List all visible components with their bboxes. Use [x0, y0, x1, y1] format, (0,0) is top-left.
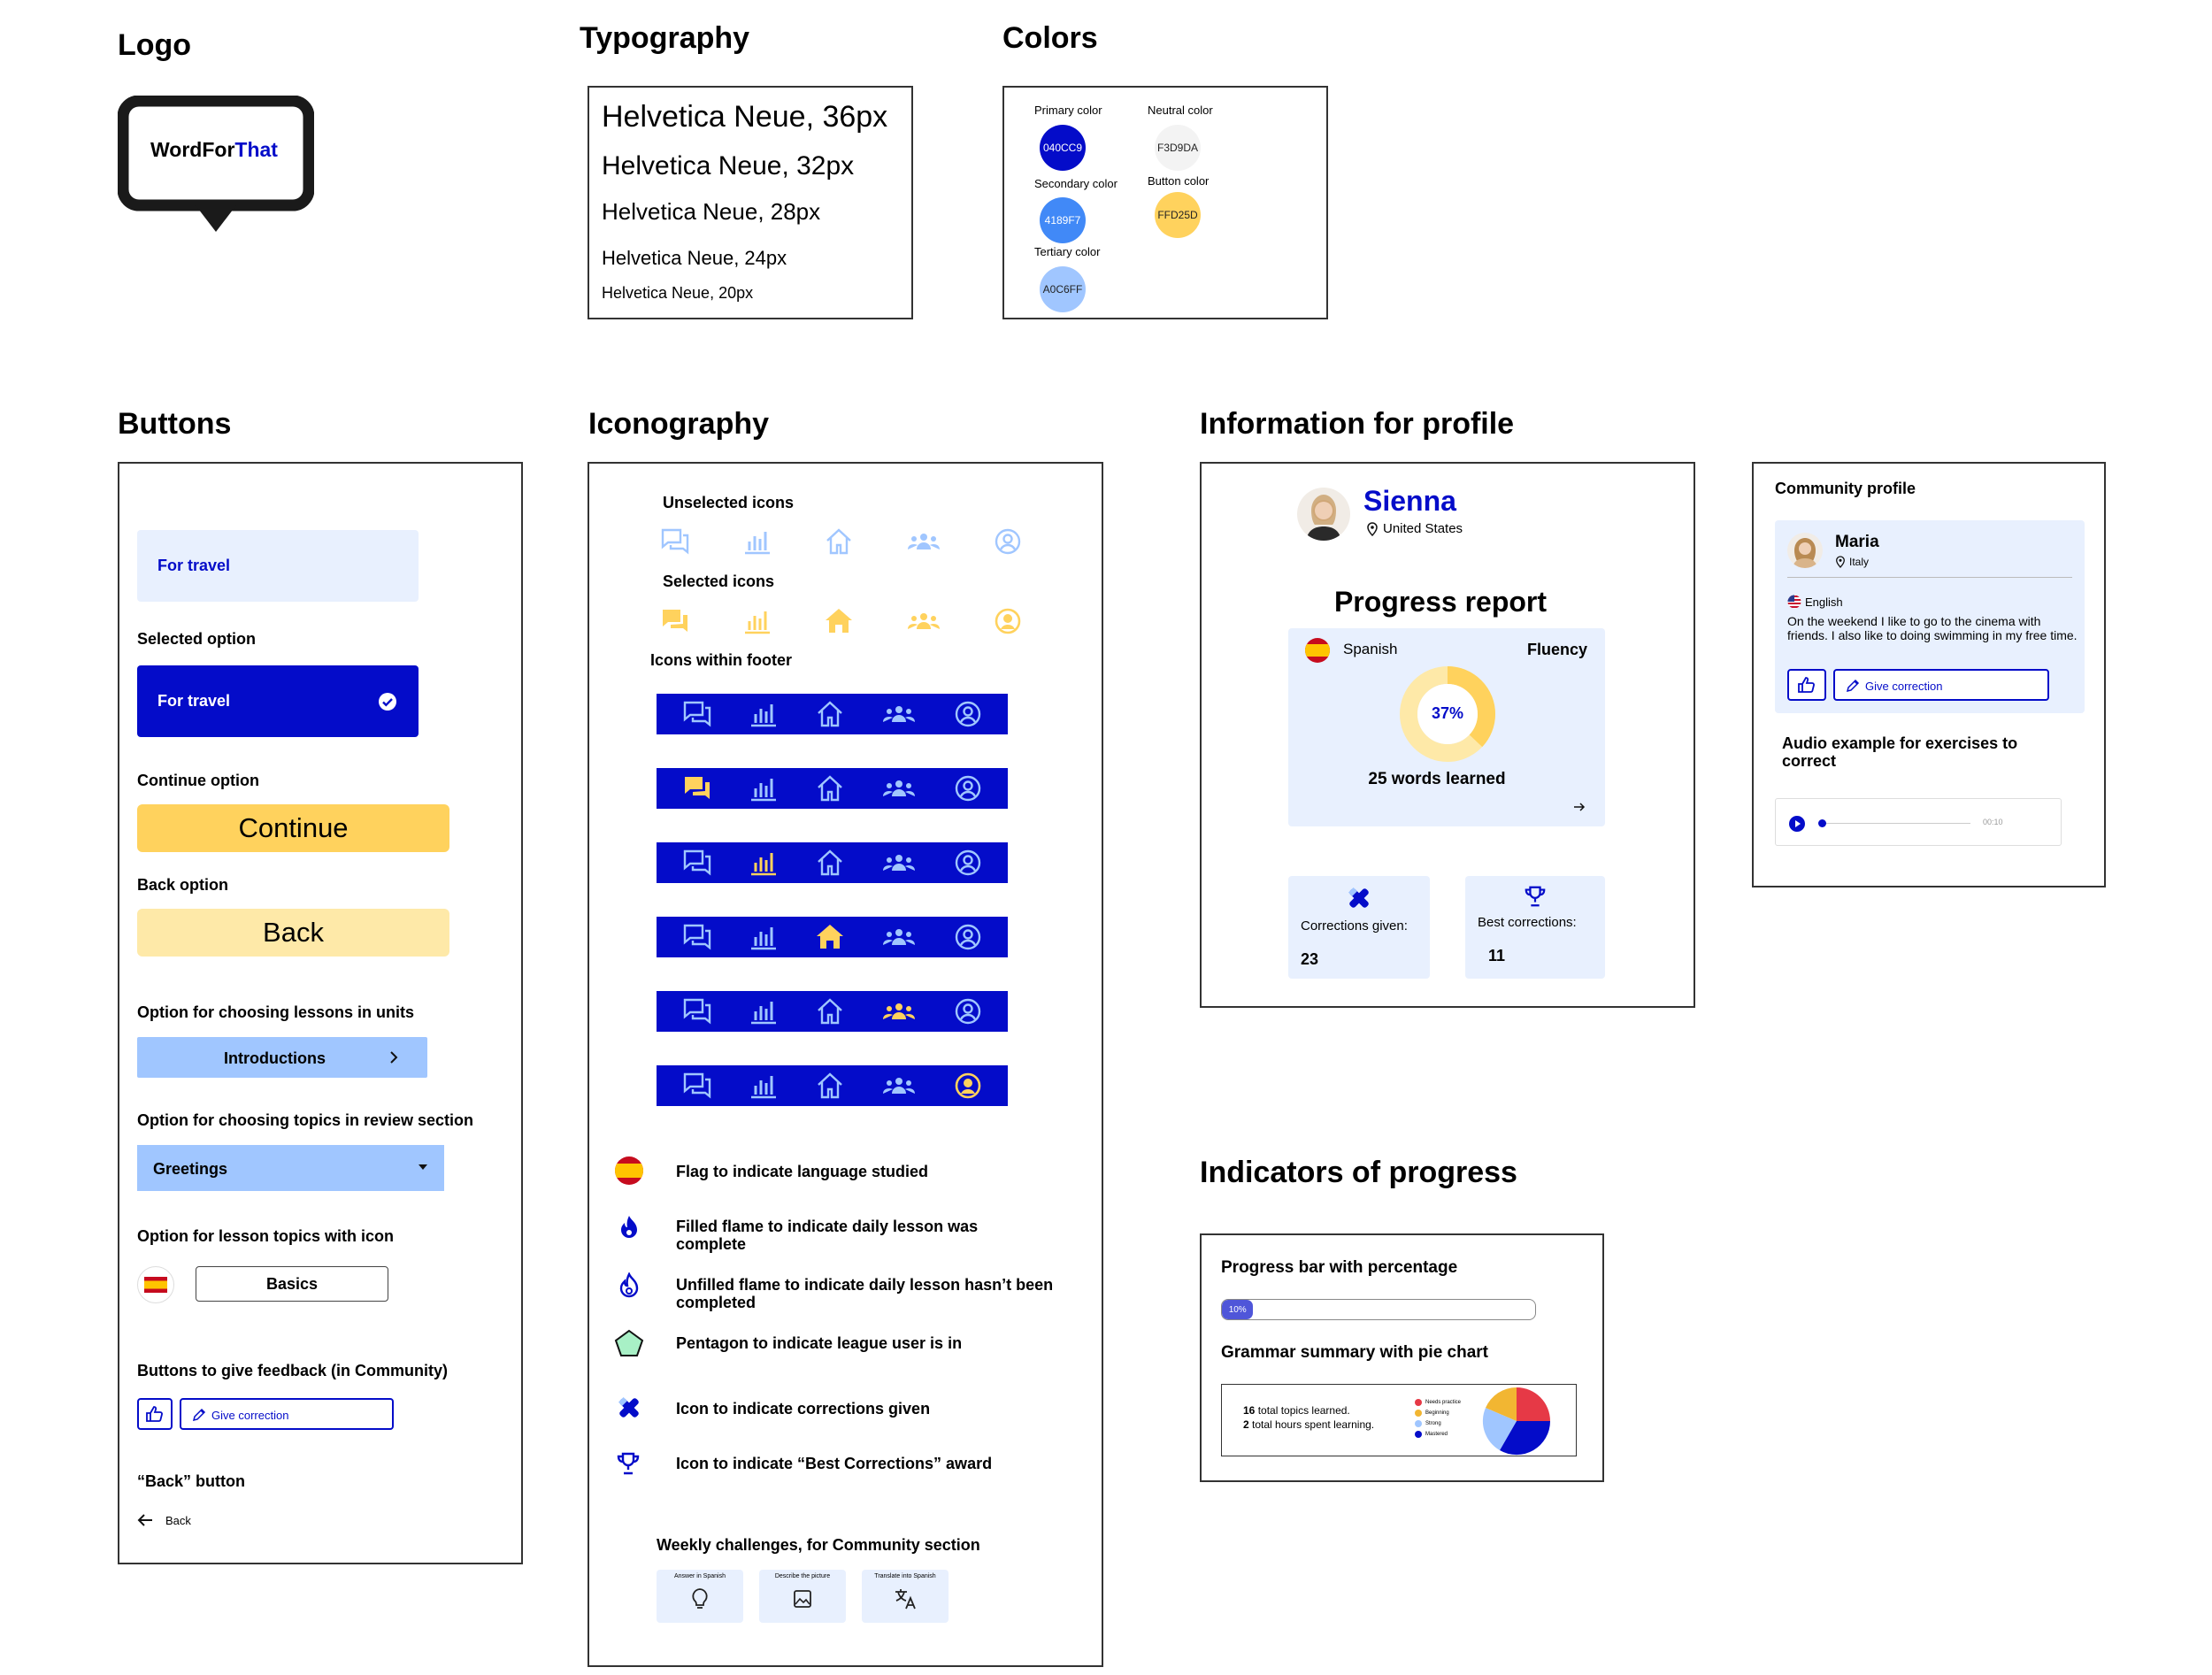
challenge-picture-card[interactable]: [759, 1570, 846, 1623]
basics-label: Basics: [265, 1274, 319, 1293]
profile-location: United States: [1383, 521, 1463, 536]
chart-icon[interactable]: [749, 700, 779, 728]
avatar: [1297, 488, 1350, 541]
progress-bar: [1221, 1299, 1536, 1320]
community-post-card: [1775, 520, 2085, 713]
hours-learned: 2 total hours spent learning.: [1243, 1418, 1375, 1431]
arrow-right-icon[interactable]: [1573, 802, 1586, 812]
best-corrections-value: 11: [1488, 947, 1506, 964]
translate-icon: [894, 1587, 918, 1610]
pie-slice-needs-practice: [1517, 1387, 1550, 1421]
community-icon[interactable]: [881, 849, 917, 877]
chat-icon: [660, 527, 690, 556]
play-icon[interactable]: [1788, 815, 1806, 833]
topics-learned: 16 total topics learned.: [1243, 1404, 1350, 1417]
selected-for-travel-button[interactable]: [137, 665, 419, 737]
type-sample-36: Helvetica Neue, 36px: [602, 100, 888, 134]
weekly-challenges-title: Weekly challenges, for Community section: [657, 1536, 980, 1554]
trophy-icon: [1524, 885, 1547, 908]
feedback-label: Buttons to give feedback (in Community): [137, 1362, 449, 1379]
profile-name: Sienna: [1363, 485, 1456, 517]
image-icon: [793, 1589, 812, 1609]
corrections-given-value: 23: [1301, 950, 1319, 968]
thumbs-up-icon: [1797, 676, 1816, 694]
community-panel: [1752, 462, 2106, 887]
buttons-panel: [118, 462, 523, 1564]
profile-icon[interactable]: [953, 923, 983, 951]
secondary-color-label: Secondary color: [1034, 177, 1118, 190]
neutral-color-label: Neutral color: [1148, 104, 1213, 117]
challenge-answer-label: Answer in Spanish: [674, 1573, 726, 1579]
arrow-left-icon: [137, 1513, 153, 1527]
challenge-translate-card[interactable]: [862, 1570, 949, 1623]
community-icon[interactable]: [881, 774, 917, 803]
lesson-icon-label: Option for lesson topics with icon: [137, 1227, 395, 1245]
neutral-color-swatch: F3D9DA: [1155, 125, 1201, 171]
filled-flame-icon: [618, 1214, 641, 1241]
chat-icon[interactable]: [682, 849, 712, 877]
chat-icon[interactable]: [682, 923, 712, 951]
introductions-button[interactable]: [137, 1037, 427, 1078]
primary-color-label: Primary color: [1034, 104, 1102, 117]
chart-icon[interactable]: [749, 997, 779, 1026]
chart-filled-icon[interactable]: [749, 849, 779, 877]
challenge-answer-card[interactable]: [657, 1570, 743, 1623]
progress-bar-fill: [1222, 1300, 1253, 1319]
tertiary-color-label: Tertiary color: [1034, 245, 1101, 258]
audio-player[interactable]: [1775, 798, 2062, 846]
progress-bar-title: Progress bar with percentage: [1221, 1258, 1458, 1277]
buttons-heading: Buttons: [118, 407, 232, 441]
like-button[interactable]: [137, 1398, 173, 1430]
footer-bar-chat-selected: [657, 768, 1008, 809]
thumbs-up-icon: [145, 1405, 165, 1423]
community-user-name: Maria: [1835, 533, 1879, 551]
best-corrections-card: [1465, 876, 1605, 979]
chat-filled-icon[interactable]: [682, 774, 712, 803]
footer-bar-default: [657, 694, 1008, 734]
community-title: Community profile: [1775, 480, 1916, 497]
profile-icon[interactable]: [953, 774, 983, 803]
back-button-text: Back: [263, 917, 324, 948]
unfilled-flame-icon: [618, 1272, 641, 1299]
audio-scrubber[interactable]: [1818, 819, 1826, 827]
pie-chart-title: Grammar summary with pie chart: [1221, 1343, 1488, 1362]
topics-option-label: Option for choosing topics in review section: [137, 1111, 474, 1129]
corrections-icon: [1346, 885, 1372, 911]
greetings-label: Greetings: [153, 1160, 228, 1178]
home-icon[interactable]: [815, 700, 845, 728]
community-avatar: [1787, 533, 1823, 568]
lightbulb-icon: [690, 1587, 710, 1610]
audio-time: 00:10: [1983, 818, 2003, 826]
audio-example-title: Audio example for exercises to correct: [1782, 734, 2018, 770]
iconography-heading: Iconography: [588, 407, 770, 441]
corrections-icon: [616, 1395, 642, 1421]
type-sample-24: Helvetica Neue, 24px: [602, 247, 787, 269]
give-correction-label: Give correction: [211, 1409, 289, 1422]
legend-unfilled-flame-text: Unfilled flame to indicate daily lesson hasn’t been completed: [676, 1276, 1054, 1311]
check-icon: [378, 692, 397, 711]
unselected-icons-row: [660, 527, 1023, 556]
logo-text: WordForThat: [150, 138, 278, 161]
pentagon-icon: [614, 1329, 644, 1357]
selected-icons-label: Selected icons: [663, 572, 775, 590]
legend-corrections-text: Icon to indicate corrections given: [676, 1400, 931, 1418]
legend-beginning: Beginning: [1415, 1408, 1461, 1418]
lesson-flag-icon: [137, 1266, 174, 1303]
typography-heading: Typography: [580, 21, 750, 55]
home-icon[interactable]: [815, 1072, 845, 1100]
community-icon[interactable]: [881, 1072, 917, 1100]
button-color-label: Button color: [1148, 174, 1210, 188]
grammar-summary-card: [1221, 1384, 1577, 1456]
community-like-button[interactable]: [1787, 669, 1826, 701]
audio-track[interactable]: [1820, 823, 1970, 824]
colors-panel: [1002, 86, 1328, 319]
footer-bar-profile-selected: [657, 1065, 1008, 1106]
profile-icon: [993, 527, 1023, 556]
give-correction-button[interactable]: [180, 1398, 394, 1430]
legend-mastered: Mastered: [1415, 1429, 1461, 1440]
home-icon[interactable]: [815, 997, 845, 1026]
primary-color-swatch: 040CC9: [1040, 125, 1086, 171]
chart-icon: [742, 527, 772, 556]
legend-flag-text: Flag to indicate language studied: [676, 1163, 929, 1180]
footer-icons-label: Icons within footer: [650, 651, 792, 669]
spanish-flag-icon: [1304, 637, 1331, 664]
type-sample-20: Helvetica Neue, 20px: [602, 284, 754, 302]
chat-icon[interactable]: [682, 700, 712, 728]
introductions-label: Introductions: [224, 1049, 326, 1067]
us-flag-icon: [1787, 595, 1801, 609]
chat-icon[interactable]: [682, 997, 712, 1026]
trophy-icon: [616, 1451, 641, 1476]
pencil-icon: [192, 1408, 206, 1422]
button-color-swatch: FFD25D: [1155, 192, 1201, 238]
profile-icon[interactable]: [953, 997, 983, 1026]
chat-filled-icon: [660, 607, 690, 635]
community-icon[interactable]: [881, 923, 917, 951]
community-filled-icon[interactable]: [881, 997, 917, 1026]
tertiary-color-swatch: A0C6FF: [1040, 266, 1086, 312]
progress-percent: 37%: [1431, 704, 1464, 722]
type-sample-28: Helvetica Neue, 28px: [602, 198, 821, 225]
community-post-language: English: [1805, 595, 1843, 609]
pencil-icon: [1846, 679, 1860, 693]
community-icon: [906, 527, 941, 556]
location-pin-icon: [1835, 556, 1846, 568]
logo: [118, 96, 314, 237]
profile-filled-icon: [993, 607, 1023, 635]
units-option-label: Option for choosing lessons in units: [137, 1003, 415, 1021]
back-option-label: Back option: [137, 876, 229, 894]
footer-bar-chart-selected: [657, 842, 1008, 883]
progress-heading: Indicators of progress: [1200, 1156, 1517, 1189]
unselected-icons-label: Unselected icons: [663, 494, 795, 511]
location-pin-icon: [1366, 522, 1379, 536]
progress-bar-percent: 10%: [1228, 1304, 1247, 1315]
profile-filled-icon[interactable]: [953, 1072, 983, 1100]
colors-heading: Colors: [1002, 21, 1098, 55]
challenge-translate-label: Translate into Spanish: [874, 1573, 936, 1579]
progress-report-card[interactable]: [1288, 628, 1605, 826]
legend-filled-flame-text: Filled flame to indicate daily lesson was complete: [676, 1218, 979, 1253]
continue-button-text: Continue: [238, 812, 349, 843]
for-travel-label: For travel: [157, 557, 231, 574]
community-give-correction-label: Give correction: [1865, 680, 1943, 693]
back-button[interactable]: [137, 909, 449, 957]
legend-strong: Strong: [1415, 1418, 1461, 1429]
legend-flag-icon: [614, 1156, 644, 1186]
corrections-given-card: [1288, 876, 1430, 979]
greetings-dropdown[interactable]: [137, 1145, 444, 1191]
for-travel-button[interactable]: [137, 530, 419, 602]
footer-bar-community-selected: [657, 991, 1008, 1032]
pie-legend: [1415, 1397, 1461, 1440]
best-corrections-label: Best corrections:: [1478, 915, 1577, 930]
home-filled-icon: [824, 607, 854, 635]
iconography-panel: [588, 462, 1103, 1667]
typography-panel: [588, 86, 913, 319]
legend-needs-practice: Needs practice: [1415, 1397, 1461, 1408]
community-divider: [1787, 577, 2072, 578]
chart-icon[interactable]: [749, 923, 779, 951]
continue-option-label: Continue option: [137, 772, 259, 789]
legend-pentagon-text: Pentagon to indicate league user is in: [676, 1334, 963, 1352]
profile-panel: [1200, 462, 1695, 1008]
corrections-given-label: Corrections given:: [1301, 918, 1408, 934]
secondary-color-swatch: 4189F7: [1040, 197, 1086, 243]
profile-icon[interactable]: [953, 700, 983, 728]
footer-bar-home-selected: [657, 917, 1008, 957]
profile-heading: Information for profile: [1200, 407, 1515, 441]
community-filled-icon: [906, 607, 941, 635]
caret-down-icon: [417, 1163, 429, 1172]
selected-icons-row: [660, 607, 1023, 635]
chat-icon[interactable]: [682, 1072, 712, 1100]
back-link-label: Back: [165, 1513, 191, 1527]
chevron-right-icon: [387, 1049, 401, 1066]
selected-option-label: Selected option: [137, 630, 257, 648]
continue-button[interactable]: [137, 804, 449, 852]
challenge-picture-label: Describe the picture: [774, 1573, 831, 1579]
progress-report-title: Progress report: [1333, 586, 1548, 618]
legend-trophy-text: Icon to indicate “Best Corrections” award: [676, 1455, 993, 1472]
chart-icon[interactable]: [749, 774, 779, 803]
home-icon[interactable]: [815, 849, 845, 877]
basics-button[interactable]: [196, 1266, 388, 1302]
logo-heading: Logo: [118, 28, 192, 62]
chart-filled-icon: [742, 607, 772, 635]
community-give-correction-button[interactable]: [1833, 669, 2049, 701]
home-icon: [824, 527, 854, 556]
progress-language: Spanish: [1343, 641, 1398, 657]
grammar-pie-chart: [1482, 1387, 1551, 1456]
back-link[interactable]: [137, 1513, 191, 1527]
words-learned: 25 words learned: [1368, 770, 1506, 788]
selected-for-travel-label: For travel: [157, 692, 231, 710]
home-filled-icon[interactable]: [815, 923, 845, 951]
community-post-text: On the weekend I like to go to the cinema with friends. I also like to doing swimming in my free time.: [1787, 614, 2078, 642]
community-icon[interactable]: [881, 700, 917, 728]
indicators-panel: [1200, 1233, 1604, 1482]
chart-icon[interactable]: [749, 1072, 779, 1100]
progress-level: Fluency: [1526, 641, 1587, 658]
community-user-location: Italy: [1849, 556, 1870, 568]
type-sample-32: Helvetica Neue, 32px: [602, 151, 855, 181]
profile-icon[interactable]: [953, 849, 983, 877]
home-icon[interactable]: [815, 774, 845, 803]
back-button-label: “Back” button: [137, 1472, 246, 1490]
